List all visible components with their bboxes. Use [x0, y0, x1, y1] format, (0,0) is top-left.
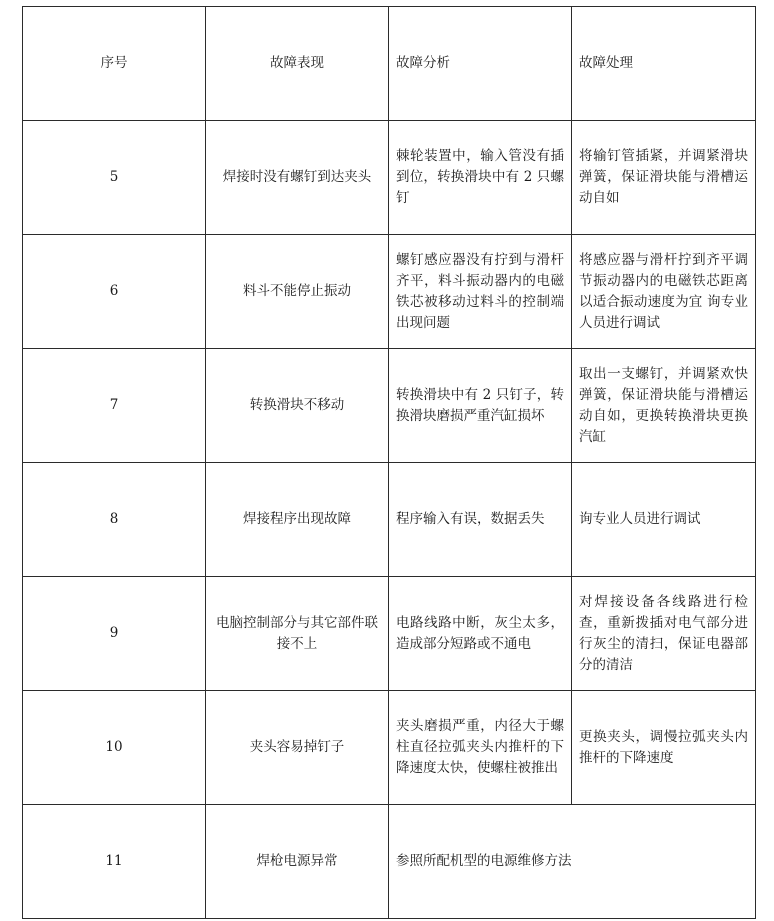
row-symptom: 焊接程序出现故障: [206, 463, 389, 577]
row-no: 5: [23, 121, 206, 235]
header-symptom: 故障表现: [206, 7, 389, 121]
table-row: [23, 577, 756, 691]
row-solution: 更换夹头，调慢拉弧夹头内推杆的下降速度: [572, 691, 756, 805]
row-solution: 将输钉管插紧，并调紧滑块弹簧，保证滑块能与滑槽运动自如: [572, 121, 756, 235]
fault-table: [22, 6, 756, 919]
row-no: 8: [23, 463, 206, 577]
row-solution: 将感应器与滑杆拧到齐平调节振动器内的电磁铁芯距离以适合振动速度为宜 询专业人员进行调试: [572, 235, 756, 349]
header-analysis: 故障分析: [389, 7, 572, 121]
row-symptom: 焊接时没有螺钉到达夹头: [206, 121, 389, 235]
row-symptom: 料斗不能停止振动: [206, 235, 389, 349]
row-analysis: 螺钉感应器没有拧到与滑杆齐平，料斗振动器内的电磁铁芯被移动过料斗的控制端出现问题: [389, 235, 572, 349]
row-no: 9: [23, 577, 206, 691]
row-symptom: 转换滑块不移动: [206, 349, 389, 463]
header-row: [23, 7, 756, 121]
row-solution: 询专业人员进行调试: [572, 463, 756, 577]
header-no: 序号: [23, 7, 206, 121]
row-analysis: 棘轮装置中，输入管没有插到位，转换滑块中有 2 只螺钉: [389, 121, 572, 235]
row-no: 10: [23, 691, 206, 805]
row-symptom: 夹头容易掉钉子: [206, 691, 389, 805]
row-no: 11: [23, 805, 206, 919]
row-symptom: 焊枪电源异常: [206, 805, 389, 919]
header-solution: 故障处理: [572, 7, 756, 121]
row-analysis: 转换滑块中有 2 只钉子，转换滑块磨损严重汽缸损坏: [389, 349, 572, 463]
table-row: [23, 805, 756, 919]
row-solution: 对焊接设备各线路进行检查，重新拨插对电气部分进行灰尘的清扫，保证电器部分的清洁: [572, 577, 756, 691]
row-no: 7: [23, 349, 206, 463]
row-analysis: 程序输入有误，数据丢失: [389, 463, 572, 577]
table-row: [23, 349, 756, 463]
row-solution: 取出一支螺钉，并调紧欢快弹簧，保证滑块能与滑槽运动自如，更换转换滑块更换汽缸: [572, 349, 756, 463]
table-row: [23, 463, 756, 577]
table-row: [23, 235, 756, 349]
row-no: 6: [23, 235, 206, 349]
row-analysis: 电路线路中断，灰尘太多，造成部分短路或不通电: [389, 577, 572, 691]
row-analysis: 夹头磨损严重，内径大于螺柱直径拉弧夹头内推杆的下降速度太快，使螺柱被推出: [389, 691, 572, 805]
table-row: [23, 121, 756, 235]
row-merged-remedy: 参照所配机型的电源维修方法: [389, 805, 756, 919]
table-row: [23, 691, 756, 805]
row-symptom: 电脑控制部分与其它部件联接不上: [206, 577, 389, 691]
